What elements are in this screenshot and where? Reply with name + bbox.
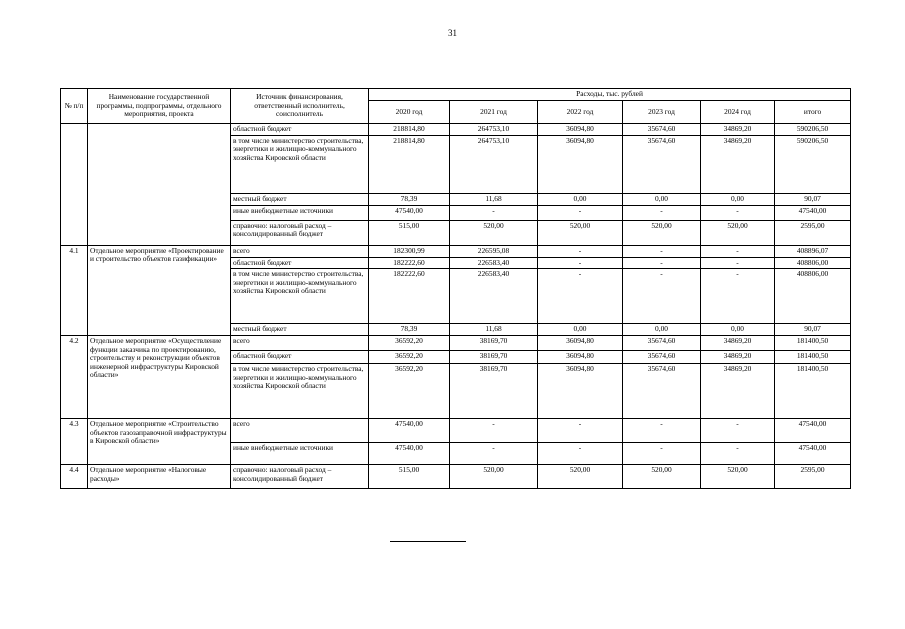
- value-cell: -: [623, 245, 701, 257]
- value-cell: 38169,70: [450, 336, 538, 351]
- value-cell: 35674,60: [623, 351, 701, 364]
- value-cell: 38169,70: [450, 364, 538, 419]
- value-cell: 34869,20: [701, 336, 775, 351]
- value-cell: -: [538, 443, 623, 465]
- value-cell: 0,00: [701, 193, 775, 205]
- row-index-cell: 4.3: [61, 419, 88, 465]
- value-cell: 11,68: [450, 193, 538, 205]
- table-row: [61, 245, 851, 257]
- source-cell: местный бюджет: [231, 324, 369, 336]
- value-cell: 226583,40: [450, 269, 538, 324]
- source-cell: в том числе министерство строительства, энергетики и жилищно-коммунального хозяйства Кировской области: [231, 364, 369, 419]
- value-cell: -: [538, 205, 623, 220]
- value-cell: -: [623, 443, 701, 465]
- value-cell: -: [538, 269, 623, 324]
- value-cell: 36592,20: [369, 364, 450, 419]
- row-name-cell: Отдельное мероприятие «Проектирование и строительство объектов газификации»: [88, 245, 231, 336]
- footer-rule: [390, 541, 466, 542]
- value-cell: 47540,00: [775, 443, 851, 465]
- value-cell: 181400,50: [775, 351, 851, 364]
- header-year-2021: 2021 год: [450, 101, 538, 124]
- value-cell: -: [538, 419, 623, 443]
- table-row: [61, 336, 851, 351]
- value-cell: 264753,10: [450, 124, 538, 136]
- value-cell: 11,68: [450, 324, 538, 336]
- value-cell: 90,07: [775, 324, 851, 336]
- header-expenses: Расходы, тыс. рублей: [369, 89, 851, 101]
- value-cell: 36094,80: [538, 364, 623, 419]
- row-name-cell: Отдельное мероприятие «Строительство объектов газозаправочной инфраструктуры в Кировской области»: [88, 419, 231, 465]
- value-cell: -: [623, 257, 701, 269]
- value-cell: 182222,60: [369, 269, 450, 324]
- value-cell: 520,00: [623, 465, 701, 489]
- row-index-cell: 4.4: [61, 465, 88, 489]
- source-cell: иные внебюджетные источники: [231, 205, 369, 220]
- value-cell: 181400,50: [775, 364, 851, 419]
- row-name-cell: [88, 124, 231, 246]
- header-source: Источник финансирования, ответственный исполнитель, соисполнитель: [231, 89, 369, 124]
- value-cell: -: [701, 245, 775, 257]
- value-cell: 35674,60: [623, 364, 701, 419]
- table-row: [61, 419, 851, 443]
- value-cell: -: [701, 205, 775, 220]
- source-cell: в том числе министерство строительства, энергетики и жилищно-коммунального хозяйства Кировской области: [231, 135, 369, 193]
- row-index-cell: [61, 124, 88, 246]
- value-cell: 264753,10: [450, 135, 538, 193]
- source-cell: областной бюджет: [231, 351, 369, 364]
- value-cell: -: [538, 245, 623, 257]
- value-cell: -: [623, 269, 701, 324]
- header-number: № п/п: [61, 89, 88, 124]
- value-cell: 520,00: [701, 220, 775, 245]
- value-cell: 36094,80: [538, 351, 623, 364]
- value-cell: 35674,60: [623, 124, 701, 136]
- value-cell: 218814,80: [369, 124, 450, 136]
- value-cell: 90,07: [775, 193, 851, 205]
- value-cell: 520,00: [538, 220, 623, 245]
- value-cell: 226583,40: [450, 257, 538, 269]
- value-cell: 0,00: [701, 324, 775, 336]
- value-cell: 36094,80: [538, 124, 623, 136]
- header-year-2023: 2023 год: [623, 101, 701, 124]
- value-cell: 38169,70: [450, 351, 538, 364]
- row-name-cell: Отдельное мероприятие «Налоговые расходы»: [88, 465, 231, 489]
- header-year-2020: 2020 год: [369, 101, 450, 124]
- value-cell: 182300,99: [369, 245, 450, 257]
- value-cell: 520,00: [538, 465, 623, 489]
- header-total: итого: [775, 101, 851, 124]
- value-cell: 226595,08: [450, 245, 538, 257]
- value-cell: 515,00: [369, 465, 450, 489]
- value-cell: 590206,50: [775, 135, 851, 193]
- source-cell: в том числе министерство строительства, энергетики и жилищно-коммунального хозяйства Кировской области: [231, 269, 369, 324]
- value-cell: 520,00: [701, 465, 775, 489]
- value-cell: 2595,00: [775, 465, 851, 489]
- value-cell: 408806,00: [775, 257, 851, 269]
- table-row: [61, 124, 851, 136]
- value-cell: -: [701, 419, 775, 443]
- value-cell: 47540,00: [369, 419, 450, 443]
- value-cell: 36094,80: [538, 336, 623, 351]
- value-cell: 182222,60: [369, 257, 450, 269]
- value-cell: -: [623, 419, 701, 443]
- value-cell: 520,00: [450, 465, 538, 489]
- value-cell: 218814,80: [369, 135, 450, 193]
- value-cell: -: [701, 443, 775, 465]
- value-cell: 515,00: [369, 220, 450, 245]
- value-cell: 47540,00: [369, 205, 450, 220]
- row-name-cell: Отдельное мероприятие «Осуществление функции заказчика по проектированию, строительству и реконструкции объектов инженерной инфраструктуры Кировской области»: [88, 336, 231, 419]
- value-cell: 78,39: [369, 193, 450, 205]
- value-cell: -: [450, 419, 538, 443]
- value-cell: 47540,00: [369, 443, 450, 465]
- value-cell: 0,00: [623, 324, 701, 336]
- row-index-cell: 4.2: [61, 336, 88, 419]
- value-cell: 520,00: [450, 220, 538, 245]
- value-cell: -: [538, 257, 623, 269]
- value-cell: 0,00: [538, 324, 623, 336]
- value-cell: -: [450, 443, 538, 465]
- value-cell: 36592,20: [369, 351, 450, 364]
- value-cell: -: [701, 257, 775, 269]
- value-cell: -: [701, 269, 775, 324]
- source-cell: областной бюджет: [231, 124, 369, 136]
- value-cell: 2595,00: [775, 220, 851, 245]
- value-cell: 590206,50: [775, 124, 851, 136]
- value-cell: 0,00: [623, 193, 701, 205]
- value-cell: 47540,00: [775, 419, 851, 443]
- value-cell: 78,39: [369, 324, 450, 336]
- table-row: [61, 465, 851, 489]
- value-cell: 181400,50: [775, 336, 851, 351]
- header-year-2022: 2022 год: [538, 101, 623, 124]
- value-cell: 408896,07: [775, 245, 851, 257]
- value-cell: -: [450, 205, 538, 220]
- source-cell: справочно: налоговый расход – консолидированный бюджет: [231, 220, 369, 245]
- source-cell: всего: [231, 245, 369, 257]
- header-name: Наименование государственной программы, подпрограммы, отдельного мероприятия, проекта: [88, 89, 231, 124]
- value-cell: 0,00: [538, 193, 623, 205]
- value-cell: 36592,20: [369, 336, 450, 351]
- source-cell: всего: [231, 336, 369, 351]
- page-number: 31: [448, 28, 457, 38]
- value-cell: 520,00: [623, 220, 701, 245]
- value-cell: 34869,20: [701, 351, 775, 364]
- value-cell: 34869,20: [701, 364, 775, 419]
- value-cell: 47540,00: [775, 205, 851, 220]
- value-cell: 35674,60: [623, 336, 701, 351]
- source-cell: всего: [231, 419, 369, 443]
- source-cell: справочно: налоговый расход – консолидированный бюджет: [231, 465, 369, 489]
- value-cell: 36094,80: [538, 135, 623, 193]
- source-cell: местный бюджет: [231, 193, 369, 205]
- source-cell: областной бюджет: [231, 257, 369, 269]
- value-cell: 35674,60: [623, 135, 701, 193]
- expenses-table: [60, 88, 851, 489]
- row-index-cell: 4.1: [61, 245, 88, 336]
- source-cell: иные внебюджетные источники: [231, 443, 369, 465]
- value-cell: 34869,20: [701, 135, 775, 193]
- value-cell: 34869,20: [701, 124, 775, 136]
- header-year-2024: 2024 год: [701, 101, 775, 124]
- value-cell: -: [623, 205, 701, 220]
- value-cell: 408806,00: [775, 269, 851, 324]
